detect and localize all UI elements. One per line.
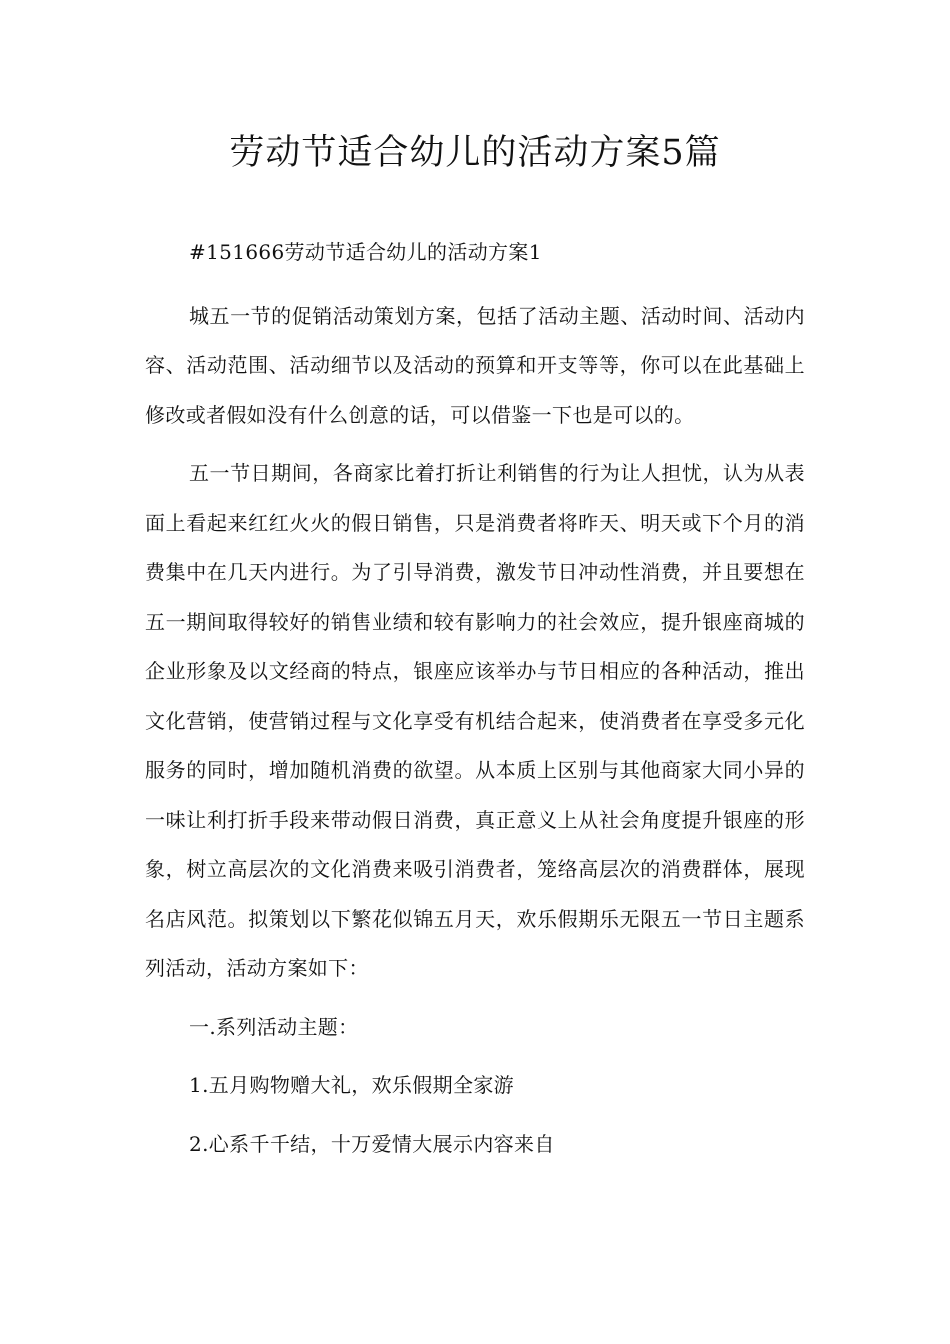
paragraph-background: 五一节日期间，各商家比着打折让利销售的行为让人担忧，认为从表面上看起来红红火火的假日销售，只是消费者将昨天、明天或下个月的消费集中在几天内进行。为了引导消费，激发节日冲动性消费，并且要想在五一期间取得较好的销售业绩和较有影响力的社会效应，提升银座商城的企业形象及以文经商的特点，银座应该举办与节日相应的各种活动，推出文化营销，使营销过程与文化享受有机结合起来，使消费者在享受多元化服务的同时，增加随机消费的欲望。从本质上区别与其他商家大同小异的一味让利打折手段来带动假日消费，真正意义上从社会角度提升银座的形象，树立高层次的文化消费来吸引消费者，笼络高层次的消费群体，展现名店风范。拟策划以下繁花似锦五月天，欢乐假期乐无限五一节日主题系列活动，活动方案如下： (145, 461, 805, 980)
document-body (145, 228, 805, 1169)
list-item-1: 1.五月购物赠大礼，欢乐假期全家游 (189, 1073, 515, 1097)
list-item-2: 2.心系千千结，十万爱情大展示内容来自 (189, 1131, 555, 1156)
paragraph-intro: 城五一节的促销活动策划方案，包括了活动主题、活动时间、活动内容、活动范围、活动细节以及活动的预算和开支等等，你可以在此基础上修改或者假如没有什么创意的话，可以借鉴一下也是可以的。 (145, 303, 805, 427)
document-title: 劳动节适合幼儿的活动方案5篇 (229, 133, 721, 173)
list-heading-activity-themes: 一.系列活动主题： (189, 1014, 359, 1039)
section-heading: #151666劳动节适合幼儿的活动方案1 (189, 240, 542, 264)
